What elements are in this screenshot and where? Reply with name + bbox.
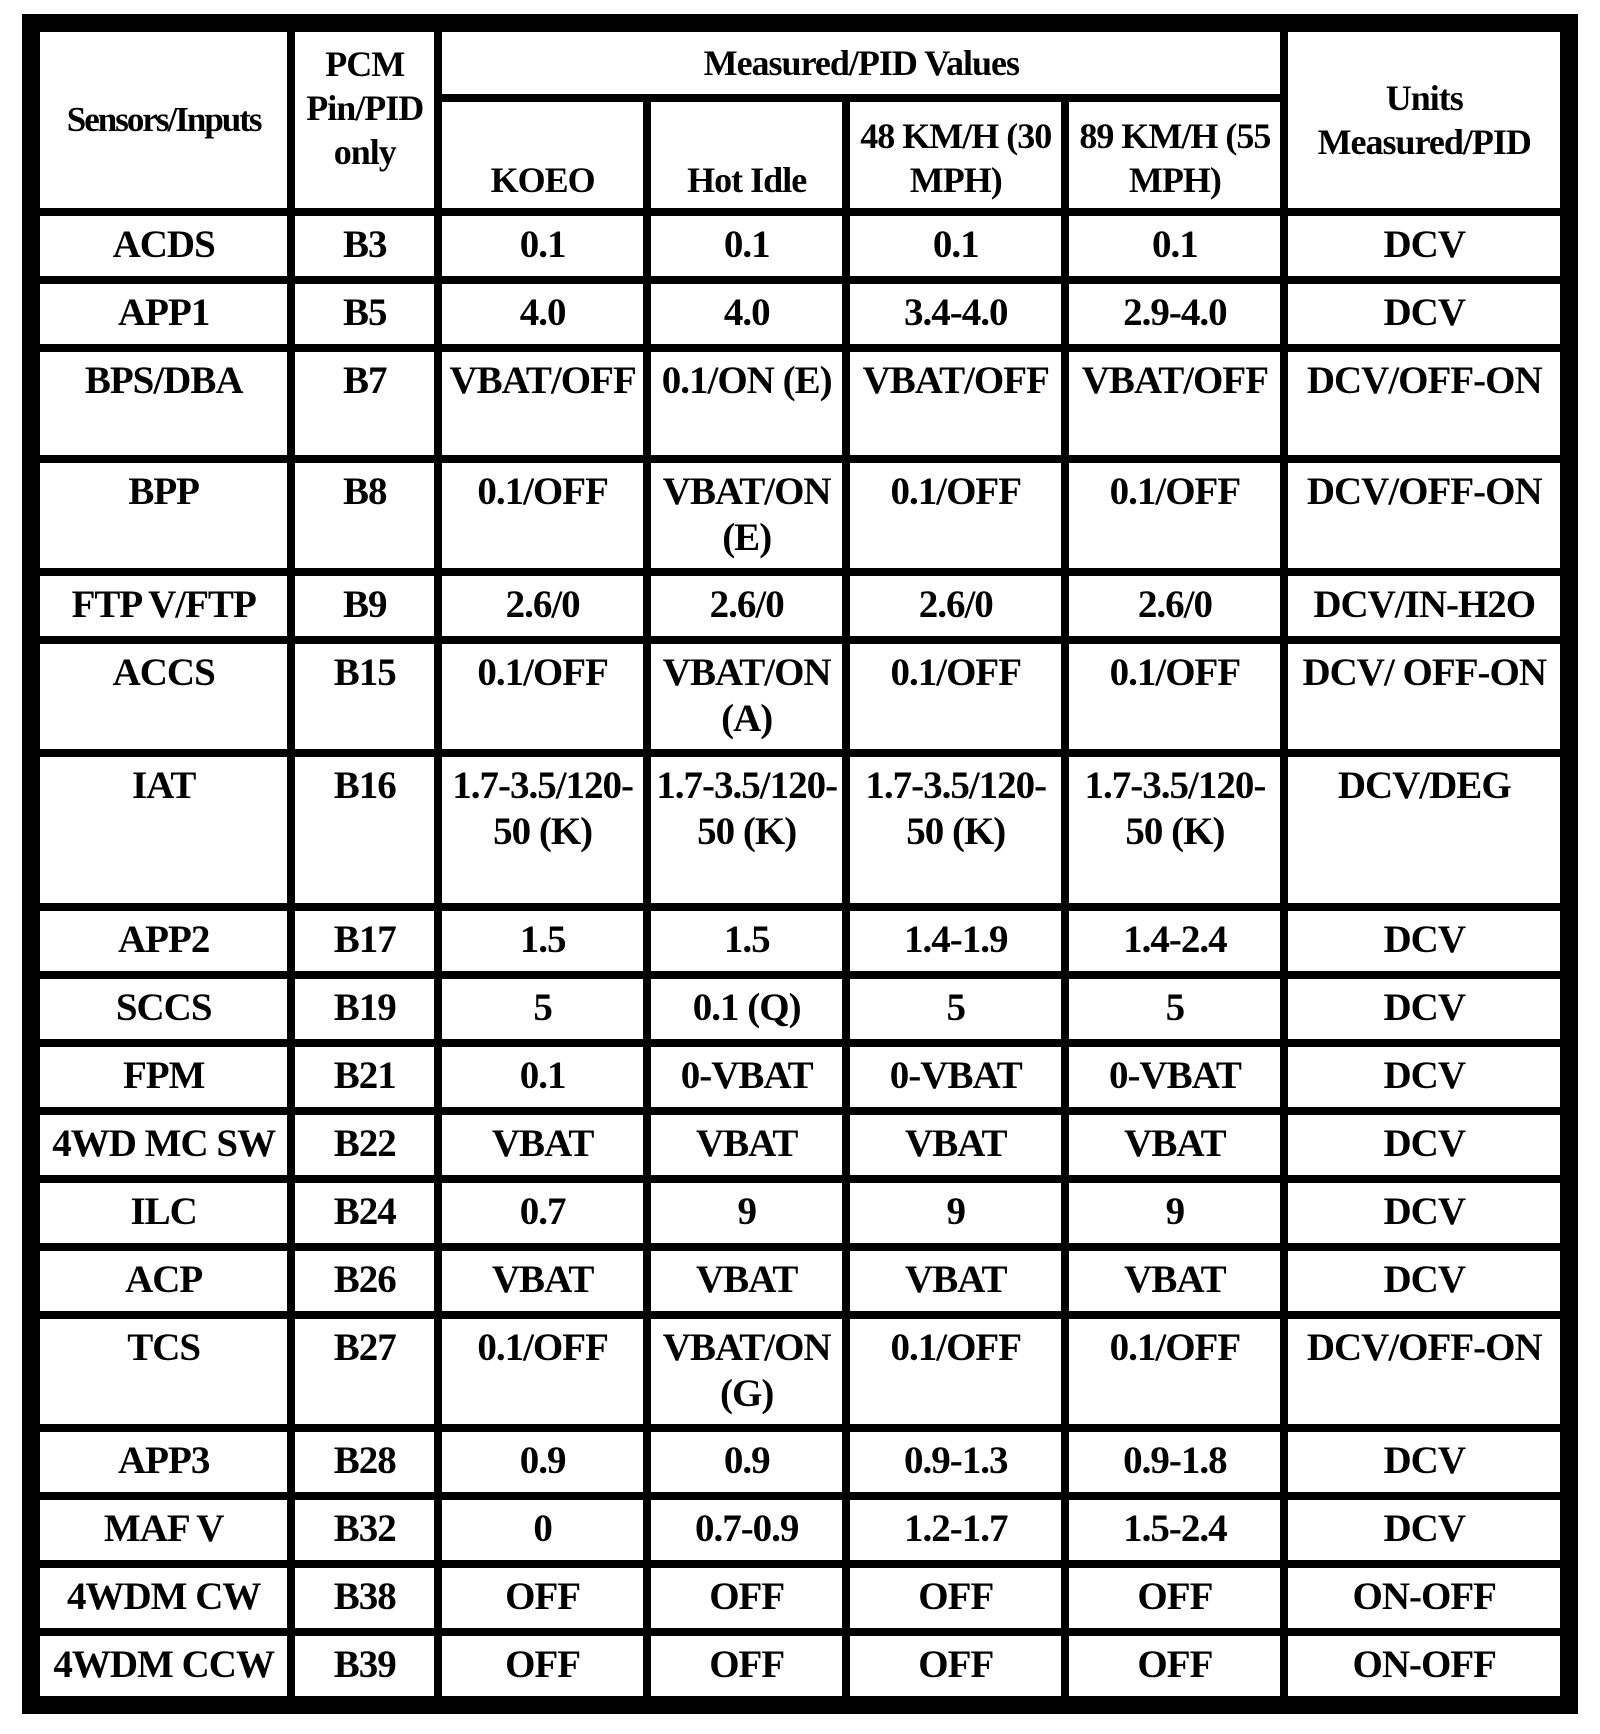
cell-89-kmh: VBAT bbox=[1069, 1251, 1280, 1311]
cell-pcm-pin: B32 bbox=[295, 1500, 434, 1560]
cell-89-kmh: 0.9-1.8 bbox=[1069, 1432, 1280, 1492]
cell-89-kmh: 2.6/0 bbox=[1069, 576, 1280, 636]
cell-89-kmh: 0.1 bbox=[1069, 216, 1280, 276]
cell-units: DCV/DEG bbox=[1288, 757, 1560, 903]
cell-48-kmh: 0.1/OFF bbox=[850, 463, 1061, 568]
cell-sensor: ACP bbox=[40, 1251, 287, 1311]
cell-koeo: 2.6/0 bbox=[442, 576, 643, 636]
cell-units: DCV bbox=[1288, 1500, 1560, 1560]
cell-koeo: OFF bbox=[442, 1636, 643, 1696]
cell-89-kmh: 1.7-3.5/120-50 (K) bbox=[1069, 757, 1280, 903]
cell-hot-idle: 0.1/ON (E) bbox=[651, 352, 842, 455]
cell-hot-idle: OFF bbox=[651, 1636, 842, 1696]
cell-koeo: VBAT/OFF bbox=[442, 352, 643, 455]
cell-koeo: 0 bbox=[442, 1500, 643, 1560]
cell-units: DCV/IN-H2O bbox=[1288, 576, 1560, 636]
table-row bbox=[40, 576, 1560, 636]
table-row bbox=[40, 644, 1560, 749]
cell-48-kmh: VBAT bbox=[850, 1115, 1061, 1175]
cell-48-kmh: 1.7-3.5/120-50 (K) bbox=[850, 757, 1061, 903]
cell-89-kmh: VBAT/OFF bbox=[1069, 352, 1280, 455]
cell-units: DCV bbox=[1288, 1183, 1560, 1243]
cell-48-kmh: 5 bbox=[850, 979, 1061, 1039]
cell-89-kmh: 0.1/OFF bbox=[1069, 463, 1280, 568]
cell-sensor: IAT bbox=[40, 757, 287, 903]
table-row bbox=[40, 1500, 1560, 1560]
table-row bbox=[40, 1568, 1560, 1628]
cell-pcm-pin: B7 bbox=[295, 352, 434, 455]
cell-48-kmh: VBAT bbox=[850, 1251, 1061, 1311]
cell-sensor: 4WD MC SW bbox=[40, 1115, 287, 1175]
cell-koeo: 0.1/OFF bbox=[442, 1319, 643, 1424]
cell-sensor: ACCS bbox=[40, 644, 287, 749]
cell-pcm-pin: B3 bbox=[295, 216, 434, 276]
cell-sensor: 4WDM CCW bbox=[40, 1636, 287, 1696]
cell-hot-idle: 9 bbox=[651, 1183, 842, 1243]
cell-units: DCV bbox=[1288, 911, 1560, 971]
cell-units: DCV/OFF-ON bbox=[1288, 352, 1560, 455]
cell-89-kmh: 5 bbox=[1069, 979, 1280, 1039]
cell-units: ON-OFF bbox=[1288, 1568, 1560, 1628]
header-row-top bbox=[40, 32, 1560, 94]
cell-pcm-pin: B39 bbox=[295, 1636, 434, 1696]
cell-koeo: 0.7 bbox=[442, 1183, 643, 1243]
cell-koeo: 0.1 bbox=[442, 1047, 643, 1107]
cell-koeo: VBAT bbox=[442, 1251, 643, 1311]
cell-units: DCV/ OFF-ON bbox=[1288, 644, 1560, 749]
table-row bbox=[40, 216, 1560, 276]
cell-48-kmh: 1.2-1.7 bbox=[850, 1500, 1061, 1560]
cell-48-kmh: 1.4-1.9 bbox=[850, 911, 1061, 971]
cell-units: DCV bbox=[1288, 1432, 1560, 1492]
cell-koeo: 0.1/OFF bbox=[442, 644, 643, 749]
cell-sensor: ILC bbox=[40, 1183, 287, 1243]
table-row bbox=[40, 463, 1560, 568]
cell-pcm-pin: B8 bbox=[295, 463, 434, 568]
cell-hot-idle: 1.5 bbox=[651, 911, 842, 971]
cell-sensor: BPP bbox=[40, 463, 287, 568]
cell-hot-idle: 0.1 (Q) bbox=[651, 979, 842, 1039]
cell-48-kmh: 0.1/OFF bbox=[850, 1319, 1061, 1424]
cell-hot-idle: VBAT/ON (A) bbox=[651, 644, 842, 749]
cell-koeo: 0.9 bbox=[442, 1432, 643, 1492]
cell-pcm-pin: B5 bbox=[295, 284, 434, 344]
cell-units: DCV bbox=[1288, 1115, 1560, 1175]
table-row bbox=[40, 911, 1560, 971]
cell-pcm-pin: B16 bbox=[295, 757, 434, 903]
header-48-kmh: 48 KM/H (30 MPH) bbox=[850, 102, 1061, 208]
cell-hot-idle: 2.6/0 bbox=[651, 576, 842, 636]
cell-48-kmh: 0-VBAT bbox=[850, 1047, 1061, 1107]
cell-hot-idle: 0-VBAT bbox=[651, 1047, 842, 1107]
cell-89-kmh: 0.1/OFF bbox=[1069, 644, 1280, 749]
cell-48-kmh: 0.9-1.3 bbox=[850, 1432, 1061, 1492]
cell-89-kmh: 2.9-4.0 bbox=[1069, 284, 1280, 344]
cell-koeo: 5 bbox=[442, 979, 643, 1039]
cell-48-kmh: OFF bbox=[850, 1568, 1061, 1628]
cell-sensor: FTP V/FTP bbox=[40, 576, 287, 636]
cell-sensor: APP3 bbox=[40, 1432, 287, 1492]
table-row bbox=[40, 1432, 1560, 1492]
cell-48-kmh: 0.1/OFF bbox=[850, 644, 1061, 749]
cell-hot-idle: 0.7-0.9 bbox=[651, 1500, 842, 1560]
cell-koeo: VBAT bbox=[442, 1115, 643, 1175]
cell-sensor: APP1 bbox=[40, 284, 287, 344]
cell-hot-idle: 1.7-3.5/120-50 (K) bbox=[651, 757, 842, 903]
cell-sensor: APP2 bbox=[40, 911, 287, 971]
cell-89-kmh: 9 bbox=[1069, 1183, 1280, 1243]
cell-hot-idle: VBAT/ON (G) bbox=[651, 1319, 842, 1424]
pid-values-table-frame bbox=[22, 14, 1578, 1714]
cell-pcm-pin: B15 bbox=[295, 644, 434, 749]
header-measured-pid-values: Measured/PID Values bbox=[442, 32, 1280, 94]
cell-hot-idle: OFF bbox=[651, 1568, 842, 1628]
table-row bbox=[40, 1115, 1560, 1175]
header-pcm-pin-pid: PCM Pin/PID only bbox=[295, 32, 434, 208]
cell-89-kmh: 0-VBAT bbox=[1069, 1047, 1280, 1107]
cell-hot-idle: 0.1 bbox=[651, 216, 842, 276]
cell-pcm-pin: B28 bbox=[295, 1432, 434, 1492]
cell-units: DCV bbox=[1288, 216, 1560, 276]
cell-pcm-pin: B19 bbox=[295, 979, 434, 1039]
table-row bbox=[40, 1251, 1560, 1311]
cell-koeo: 4.0 bbox=[442, 284, 643, 344]
table-row bbox=[40, 1183, 1560, 1243]
cell-sensor: SCCS bbox=[40, 979, 287, 1039]
cell-pcm-pin: B24 bbox=[295, 1183, 434, 1243]
table-row bbox=[40, 1047, 1560, 1107]
cell-89-kmh: 1.5-2.4 bbox=[1069, 1500, 1280, 1560]
cell-units: DCV/OFF-ON bbox=[1288, 463, 1560, 568]
cell-48-kmh: 3.4-4.0 bbox=[850, 284, 1061, 344]
cell-units: DCV bbox=[1288, 1047, 1560, 1107]
table-body bbox=[40, 216, 1560, 1696]
cell-koeo: 0.1/OFF bbox=[442, 463, 643, 568]
header-89-kmh: 89 KM/H (55 MPH) bbox=[1069, 102, 1280, 208]
cell-89-kmh: OFF bbox=[1069, 1568, 1280, 1628]
header-koeo: KOEO bbox=[442, 102, 643, 208]
cell-sensor: BPS/DBA bbox=[40, 352, 287, 455]
table-row bbox=[40, 284, 1560, 344]
cell-pcm-pin: B26 bbox=[295, 1251, 434, 1311]
cell-sensor: MAF V bbox=[40, 1500, 287, 1560]
cell-units: DCV bbox=[1288, 284, 1560, 344]
cell-sensor: TCS bbox=[40, 1319, 287, 1424]
header-units-measured-pid: Units Measured/PID bbox=[1288, 32, 1560, 208]
cell-koeo: OFF bbox=[442, 1568, 643, 1628]
cell-sensor: 4WDM CW bbox=[40, 1568, 287, 1628]
cell-hot-idle: VBAT bbox=[651, 1115, 842, 1175]
cell-koeo: 1.5 bbox=[442, 911, 643, 971]
cell-48-kmh: OFF bbox=[850, 1636, 1061, 1696]
cell-48-kmh: 0.1 bbox=[850, 216, 1061, 276]
pid-values-table bbox=[32, 24, 1568, 1704]
table-row bbox=[40, 1636, 1560, 1696]
header-hot-idle: Hot Idle bbox=[651, 102, 842, 208]
cell-pcm-pin: B17 bbox=[295, 911, 434, 971]
cell-89-kmh: 0.1/OFF bbox=[1069, 1319, 1280, 1424]
cell-pcm-pin: B38 bbox=[295, 1568, 434, 1628]
cell-pcm-pin: B21 bbox=[295, 1047, 434, 1107]
cell-89-kmh: OFF bbox=[1069, 1636, 1280, 1696]
cell-pcm-pin: B9 bbox=[295, 576, 434, 636]
cell-units: DCV/OFF-ON bbox=[1288, 1319, 1560, 1424]
cell-units: ON-OFF bbox=[1288, 1636, 1560, 1696]
cell-sensor: FPM bbox=[40, 1047, 287, 1107]
cell-hot-idle: VBAT bbox=[651, 1251, 842, 1311]
cell-units: DCV bbox=[1288, 979, 1560, 1039]
cell-48-kmh: 2.6/0 bbox=[850, 576, 1061, 636]
cell-89-kmh: 1.4-2.4 bbox=[1069, 911, 1280, 971]
cell-koeo: 1.7-3.5/120-50 (K) bbox=[442, 757, 643, 903]
table-row bbox=[40, 352, 1560, 455]
cell-hot-idle: 4.0 bbox=[651, 284, 842, 344]
cell-hot-idle: 0.9 bbox=[651, 1432, 842, 1492]
table-row bbox=[40, 979, 1560, 1039]
table-row bbox=[40, 1319, 1560, 1424]
header-sensors-inputs: Sensors/Inputs bbox=[40, 32, 287, 208]
cell-pcm-pin: B22 bbox=[295, 1115, 434, 1175]
cell-koeo: 0.1 bbox=[442, 216, 643, 276]
cell-48-kmh: VBAT/OFF bbox=[850, 352, 1061, 455]
cell-hot-idle: VBAT/ON (E) bbox=[651, 463, 842, 568]
table-row bbox=[40, 757, 1560, 903]
cell-pcm-pin: B27 bbox=[295, 1319, 434, 1424]
cell-units: DCV bbox=[1288, 1251, 1560, 1311]
cell-89-kmh: VBAT bbox=[1069, 1115, 1280, 1175]
cell-48-kmh: 9 bbox=[850, 1183, 1061, 1243]
cell-sensor: ACDS bbox=[40, 216, 287, 276]
